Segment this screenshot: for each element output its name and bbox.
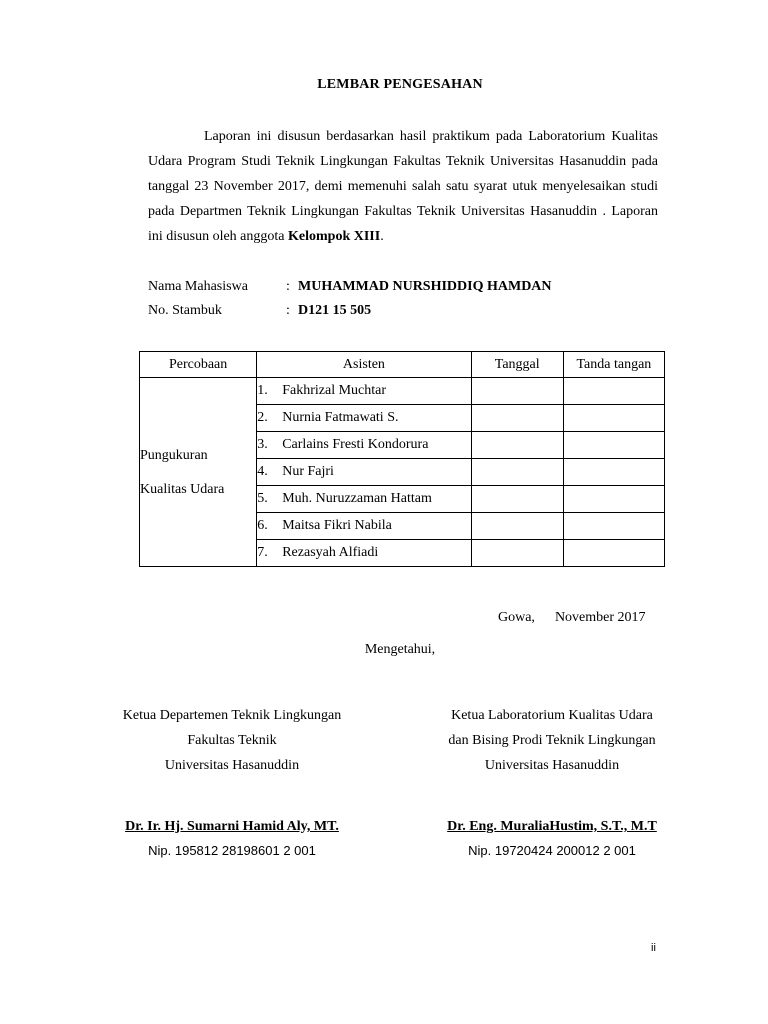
group-name: Kelompok XIII [288,229,381,244]
right-title-line-1: Ketua Laboratorium Kualitas Udara [451,708,653,723]
paragraph-end: . [380,229,384,244]
signature-cell [563,405,664,432]
assistant-number: 1. [257,383,268,398]
assistant-cell [257,405,471,432]
signature-cell [563,378,664,405]
paragraph-text: Laporan ini disusun berdasarkan hasil praktikum pada Laboratorium Kualitas Udara Program Studi Teknik Lingkungan Fakultas Teknik Universitas Hasanuddin pada tanggal 23 November 2017, demi memenuhi salah satu syarat utuk menyelesaikan studi pada Departmen Teknik Lingkungan Fakultas Teknik Universitas Hasanuddin . Laporan ini disusun oleh anggota [148,129,658,244]
header-asisten: Asisten [257,352,471,378]
date-cell [471,513,563,540]
student-id-value: D121 15 505 [298,303,372,318]
assistant-name: Nur Fajri [282,464,334,479]
left-signatory-name: Dr. Ir. Hj. Sumarni Hamid Aly, MT. [125,819,339,834]
header-tanda-tangan: Tanda tangan [563,352,664,378]
assistant-number: 5. [257,491,268,506]
acknowledged-text: Mengetahui, [364,642,436,657]
student-id-label: No. Stambuk [148,303,222,318]
student-name-colon: : [286,279,290,294]
signature-cell [563,486,664,513]
right-title-line-3: Universitas Hasanuddin [484,758,620,773]
assistant-name: Muh. Nuruzzaman Hattam [282,491,432,506]
student-name-value: MUHAMMAD NURSHIDDIQ HAMDAN [298,279,552,294]
assistant-number: 2. [257,410,268,425]
signature-cell [563,513,664,540]
date-cell [471,378,563,405]
signature-cell [563,540,664,567]
assistant-number: 6. [257,518,268,533]
right-signatory-nip: Nip. 19720424 200012 2 001 [468,843,636,858]
signature-cell [563,432,664,459]
date-cell [471,405,563,432]
left-signatory-title [102,703,362,778]
left-title-line-2: Fakultas Teknik [187,733,277,748]
date-text: November 2017 [554,610,646,625]
place-text: Gowa, [498,610,535,625]
right-signatory-title [422,703,682,778]
signature-cell [563,459,664,486]
place-date [498,610,646,626]
percobaan-line-1: Pungukuran [140,447,208,463]
page-title: LEMBAR PENGESAHAN [317,77,483,92]
header-percobaan: Percobaan [140,352,257,378]
left-title-line-1: Ketua Departemen Teknik Lingkungan [122,708,342,723]
student-name-row [148,277,552,297]
assistant-cell [257,513,471,540]
assistant-number: 7. [257,545,268,560]
assistant-table [139,351,665,567]
percobaan-line-2: Kualitas Udara [140,481,225,497]
date-cell [471,432,563,459]
page-number: ii [651,942,656,954]
student-id-colon: : [286,303,290,318]
right-signatory-name: Dr. Eng. MuraliaHustim, S.T., M.T [447,819,657,834]
assistant-name: Maitsa Fikri Nabila [282,518,392,533]
assistant-cell [257,378,471,405]
left-title-line-3: Universitas Hasanuddin [164,758,300,773]
right-title-line-2: dan Bising Prodi Teknik Lingkungan [448,733,656,748]
assistant-name: Nurnia Fatmawati S. [282,410,399,425]
date-cell [471,486,563,513]
student-id-row [148,301,371,321]
date-cell [471,540,563,567]
assistant-cell [257,486,471,513]
student-name-label: Nama Mahasiswa [148,279,248,294]
assistant-name: Rezasyah Alfiadi [282,545,379,560]
table-row [140,378,665,405]
assistant-cell [257,540,471,567]
assistant-cell [257,432,471,459]
assistant-cell [257,459,471,486]
header-tanggal: Tanggal [471,352,563,378]
percobaan-cell [140,378,257,567]
assistant-name: Carlains Fresti Kondorura [282,437,429,452]
assistant-number: 4. [257,464,268,479]
assistant-name: Fakhrizal Muchtar [282,383,387,398]
approval-paragraph [148,124,658,249]
table-header-row [140,352,665,378]
date-cell [471,459,563,486]
left-signatory-nip: Nip. 195812 28198601 2 001 [148,843,316,858]
assistant-number: 3. [257,437,268,452]
